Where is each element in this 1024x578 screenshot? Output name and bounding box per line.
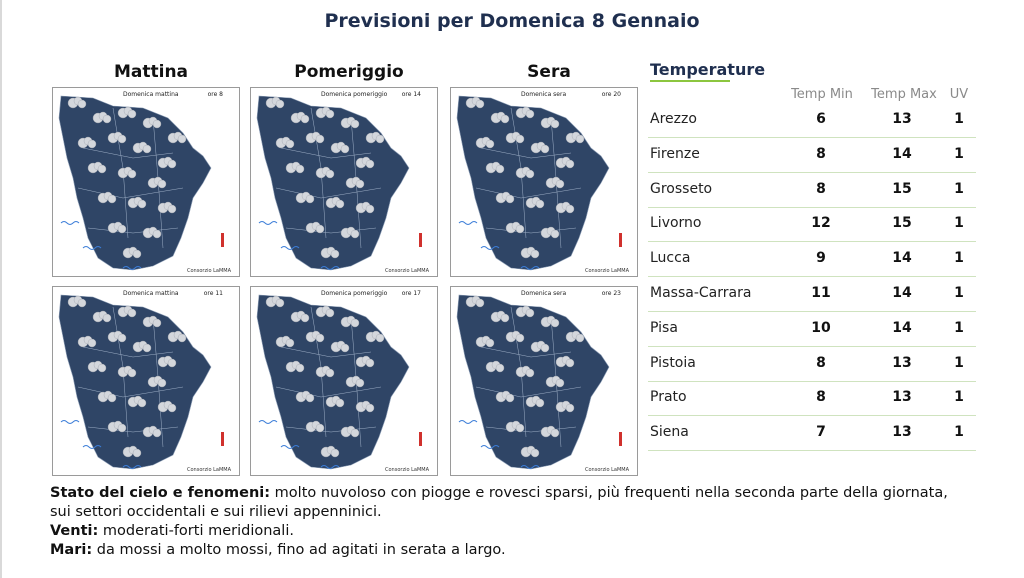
cell-max: 13 xyxy=(892,424,912,441)
winds-text: moderati-forti meridionali. xyxy=(98,523,294,539)
region-shape xyxy=(257,96,409,270)
cell-uv: 1 xyxy=(954,389,964,406)
region-shape xyxy=(257,295,409,469)
cell-uv: 1 xyxy=(954,424,964,441)
map-hour: ore 14 xyxy=(401,91,421,98)
table-row xyxy=(648,347,976,382)
map-label: Domenica pomeriggio xyxy=(321,290,388,297)
cell-min: 8 xyxy=(816,389,826,406)
cell-max: 15 xyxy=(892,215,912,232)
cell-uv: 1 xyxy=(954,285,964,301)
forecast-map xyxy=(450,286,638,476)
region-shape xyxy=(59,96,211,270)
table-row xyxy=(648,103,976,138)
table-row xyxy=(648,173,976,208)
cell-min: 8 xyxy=(816,180,826,197)
cell-city: Pisa xyxy=(650,319,678,336)
thermometer-icon xyxy=(221,432,224,446)
cell-city: Pistoia xyxy=(650,354,696,371)
seas-label: Mari: xyxy=(50,542,93,558)
cell-max: 15 xyxy=(892,180,912,197)
map-hour: ore 11 xyxy=(203,290,223,297)
cell-city: Arezzo xyxy=(650,111,697,127)
seas-text: da mossi a molto mossi, fino ad agitati in serata a largo. xyxy=(92,542,506,558)
cell-min: 8 xyxy=(816,354,826,371)
cell-city: Massa-Carrara xyxy=(650,285,752,301)
cell-min: 12 xyxy=(811,215,831,232)
tuscany-map xyxy=(53,88,239,276)
column-sera: Sera xyxy=(527,62,571,82)
left-border xyxy=(0,0,2,578)
thermometer-icon xyxy=(419,432,422,446)
map-credit: Consorzio LaMMA xyxy=(585,268,629,274)
map-hour: ore 20 xyxy=(601,91,621,98)
page-title: Previsioni per Domenica 8 Gennaio xyxy=(324,10,700,32)
sky-text: molto nuvoloso con piogge e rovesci sparsi, più frequenti nella seconda parte della giornata, sui settori occidentali e sui rilievi appenninici. xyxy=(50,485,948,520)
table-row xyxy=(648,277,976,312)
table-row xyxy=(648,312,976,347)
cell-min: 11 xyxy=(811,285,831,301)
map-label: Domenica sera xyxy=(521,91,567,98)
table-row xyxy=(648,138,976,173)
cell-city: Lucca xyxy=(650,250,691,267)
thermometer-icon xyxy=(419,233,422,247)
header-temp-max: Temp Max xyxy=(871,87,937,102)
map-hour: ore 8 xyxy=(207,91,223,98)
header-uv: UV xyxy=(949,87,969,102)
cell-uv: 1 xyxy=(954,319,964,336)
cell-city: Grosseto xyxy=(650,180,713,197)
wave-icon xyxy=(259,421,277,424)
tuscany-map xyxy=(451,287,637,475)
wave-icon xyxy=(61,421,79,424)
forecast-map xyxy=(250,286,438,476)
cell-uv: 1 xyxy=(954,111,964,127)
wave-icon xyxy=(459,421,477,424)
map-hour: ore 17 xyxy=(401,290,421,297)
temperature-title: Temperature xyxy=(650,60,766,79)
tuscany-map xyxy=(53,287,239,475)
temperature-title-underline xyxy=(650,80,730,82)
forecast-map xyxy=(250,87,438,277)
cell-max: 14 xyxy=(892,285,912,301)
region-shape xyxy=(59,295,211,469)
forecast-map xyxy=(450,87,638,277)
wave-icon xyxy=(459,222,477,225)
cell-max: 14 xyxy=(892,250,912,267)
region-shape xyxy=(457,96,609,270)
map-label: Domenica mattina xyxy=(123,290,179,297)
header-temp-min: Temp Min xyxy=(791,87,853,102)
map-credit: Consorzio LaMMA xyxy=(187,467,231,473)
column-pomeriggio: Pomeriggio xyxy=(294,62,404,82)
map-label: Domenica sera xyxy=(521,290,567,297)
cell-min: 6 xyxy=(816,111,826,127)
cell-uv: 1 xyxy=(954,215,964,232)
tuscany-map xyxy=(251,88,437,276)
map-label: Domenica mattina xyxy=(123,91,179,98)
cell-min: 9 xyxy=(816,250,826,267)
map-label: Domenica pomeriggio xyxy=(321,91,388,98)
cell-max: 14 xyxy=(892,319,912,336)
map-credit: Consorzio LaMMA xyxy=(385,467,429,473)
winds-label: Venti: xyxy=(50,523,99,539)
map-credit: Consorzio LaMMA xyxy=(187,268,231,274)
cell-uv: 1 xyxy=(954,250,964,267)
forecast-map xyxy=(52,87,240,277)
cell-max: 14 xyxy=(892,145,912,162)
cell-max: 13 xyxy=(892,389,912,406)
tuscany-map xyxy=(451,88,637,276)
map-hour: ore 23 xyxy=(601,290,621,297)
cell-city: Prato xyxy=(650,389,687,406)
region-shape xyxy=(457,295,609,469)
table-row xyxy=(648,416,976,451)
sky-label: Stato del cielo e fenomeni: xyxy=(50,485,271,501)
cell-city: Livorno xyxy=(650,215,702,232)
wave-icon xyxy=(259,222,277,225)
cell-max: 13 xyxy=(892,354,912,371)
tuscany-map xyxy=(251,287,437,475)
table-row xyxy=(648,381,976,416)
cell-min: 7 xyxy=(816,424,826,441)
table-row xyxy=(648,207,976,242)
cell-city: Siena xyxy=(650,424,689,441)
thermometer-icon xyxy=(619,432,622,446)
column-mattina: Mattina xyxy=(113,62,189,82)
table-row xyxy=(648,242,976,277)
cell-city: Firenze xyxy=(650,145,700,162)
thermometer-icon xyxy=(221,233,224,247)
wave-icon xyxy=(61,222,79,225)
cell-min: 10 xyxy=(811,319,831,336)
cell-min: 8 xyxy=(816,145,826,162)
map-credit: Consorzio LaMMA xyxy=(385,268,429,274)
forecast-map xyxy=(52,286,240,476)
map-credit: Consorzio LaMMA xyxy=(585,467,629,473)
cell-uv: 1 xyxy=(954,354,964,371)
cell-max: 13 xyxy=(892,111,912,127)
forecast-description xyxy=(50,484,970,560)
cell-uv: 1 xyxy=(954,145,964,162)
thermometer-icon xyxy=(619,233,622,247)
cell-uv: 1 xyxy=(954,180,964,197)
